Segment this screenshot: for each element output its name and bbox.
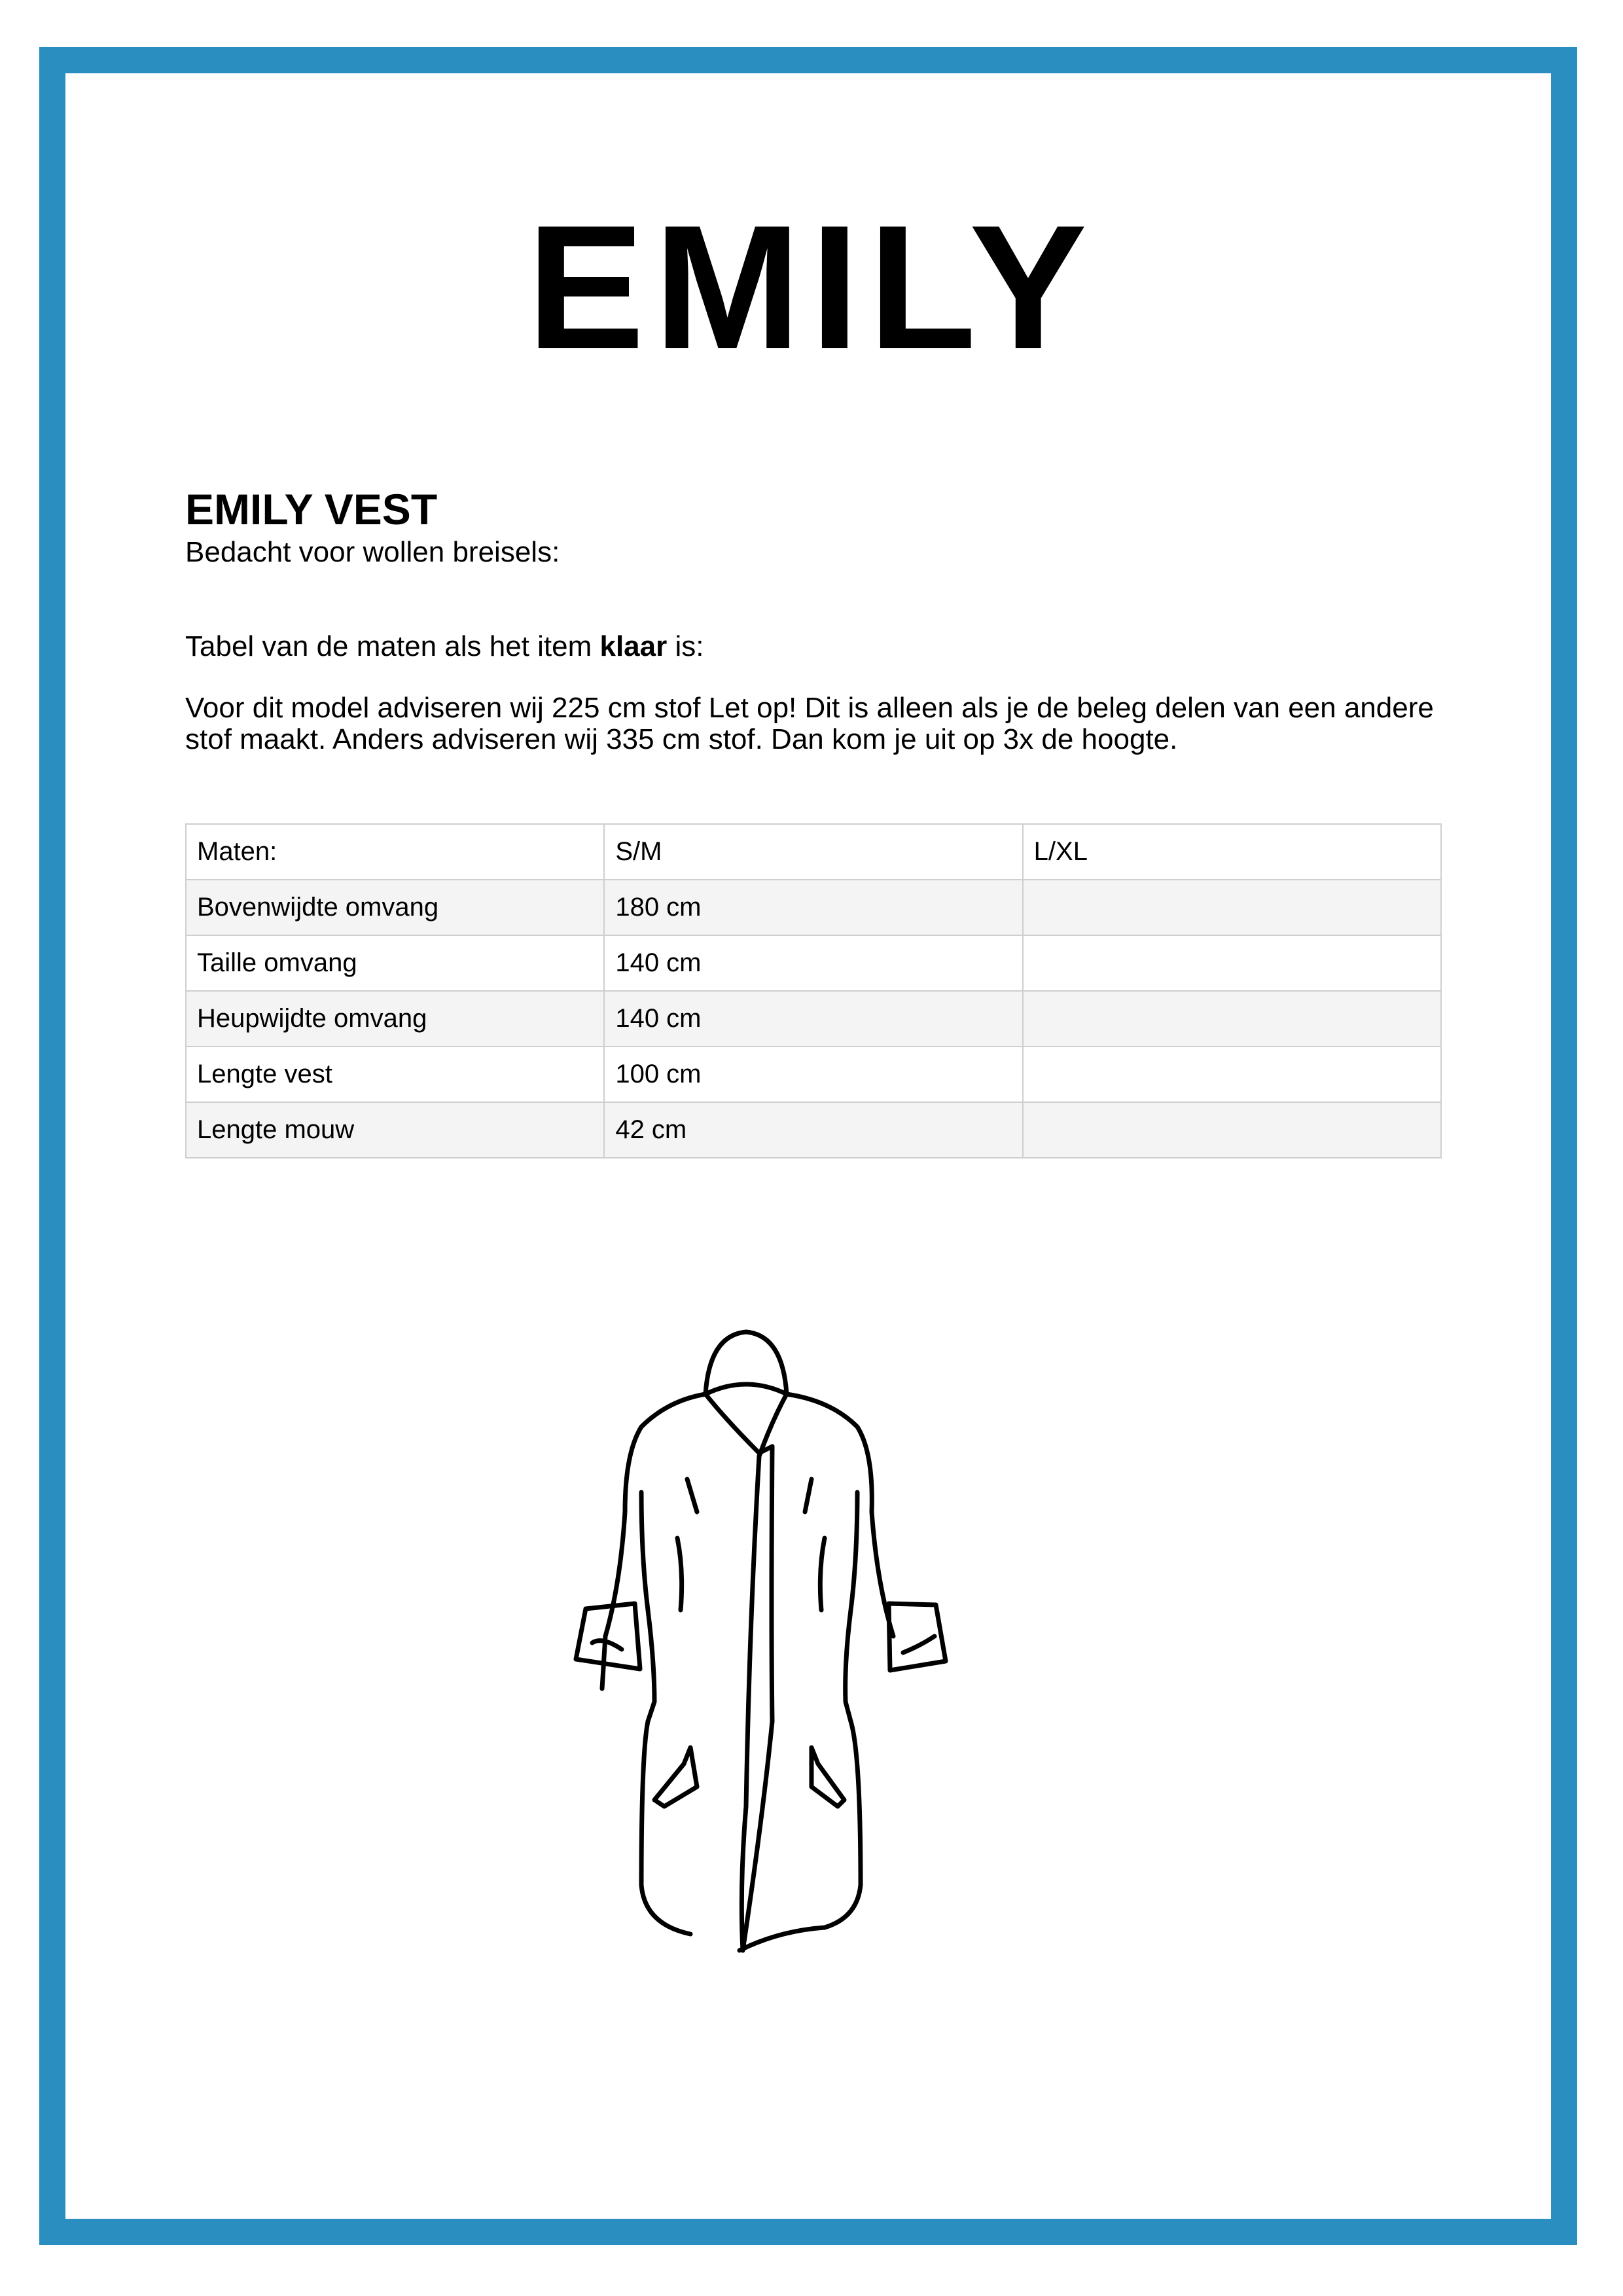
intro-text: Bedacht voor wollen breisels: xyxy=(185,536,560,568)
table-cell: Taille omvang xyxy=(186,935,604,991)
table-cell xyxy=(1023,880,1441,935)
table-intro xyxy=(185,630,704,664)
table-cell xyxy=(1023,1102,1441,1158)
header-cell: L/XL xyxy=(1023,824,1441,880)
table-intro-suffix: is: xyxy=(667,630,704,662)
table-cell: Lengte vest xyxy=(186,1047,604,1102)
table-intro-prefix: Tabel van de maten als het item xyxy=(185,630,600,662)
table-cell: 140 cm xyxy=(604,935,1022,991)
table-cell xyxy=(1023,935,1441,991)
header-cell: Maten: xyxy=(186,824,604,880)
table-cell: 140 cm xyxy=(604,991,1022,1047)
table-cell: 180 cm xyxy=(604,880,1022,935)
table-cell: 100 cm xyxy=(604,1047,1022,1102)
table-row xyxy=(186,1102,1441,1158)
header-cell: S/M xyxy=(604,824,1022,880)
table-cell xyxy=(1023,991,1441,1047)
coat-illustration-icon xyxy=(563,1296,1034,1990)
table-header-row xyxy=(186,824,1441,880)
table-cell: Bovenwijdte omvang xyxy=(186,880,604,935)
brand-title: EMILY xyxy=(526,189,1097,386)
table-row xyxy=(186,991,1441,1047)
fabric-advice: Voor dit model adviseren wij 225 cm stof Let op! Dit is alleen als je de beleg delen van een andere stof maakt. Anders adviseren wij 335 cm stof. Dan kom je uit op 3x de hoogte. xyxy=(185,692,1434,756)
table-cell: Heupwijdte omvang xyxy=(186,991,604,1047)
table-cell: 42 cm xyxy=(604,1102,1022,1158)
table-row xyxy=(186,1047,1441,1102)
table-intro-bold: klaar xyxy=(599,630,668,662)
table-row xyxy=(186,935,1441,991)
section-title: EMILY VEST xyxy=(185,485,438,533)
table-cell: Lengte mouw xyxy=(186,1102,604,1158)
table-cell xyxy=(1023,1047,1441,1102)
size-table xyxy=(185,823,1442,1158)
table-row xyxy=(186,880,1441,935)
